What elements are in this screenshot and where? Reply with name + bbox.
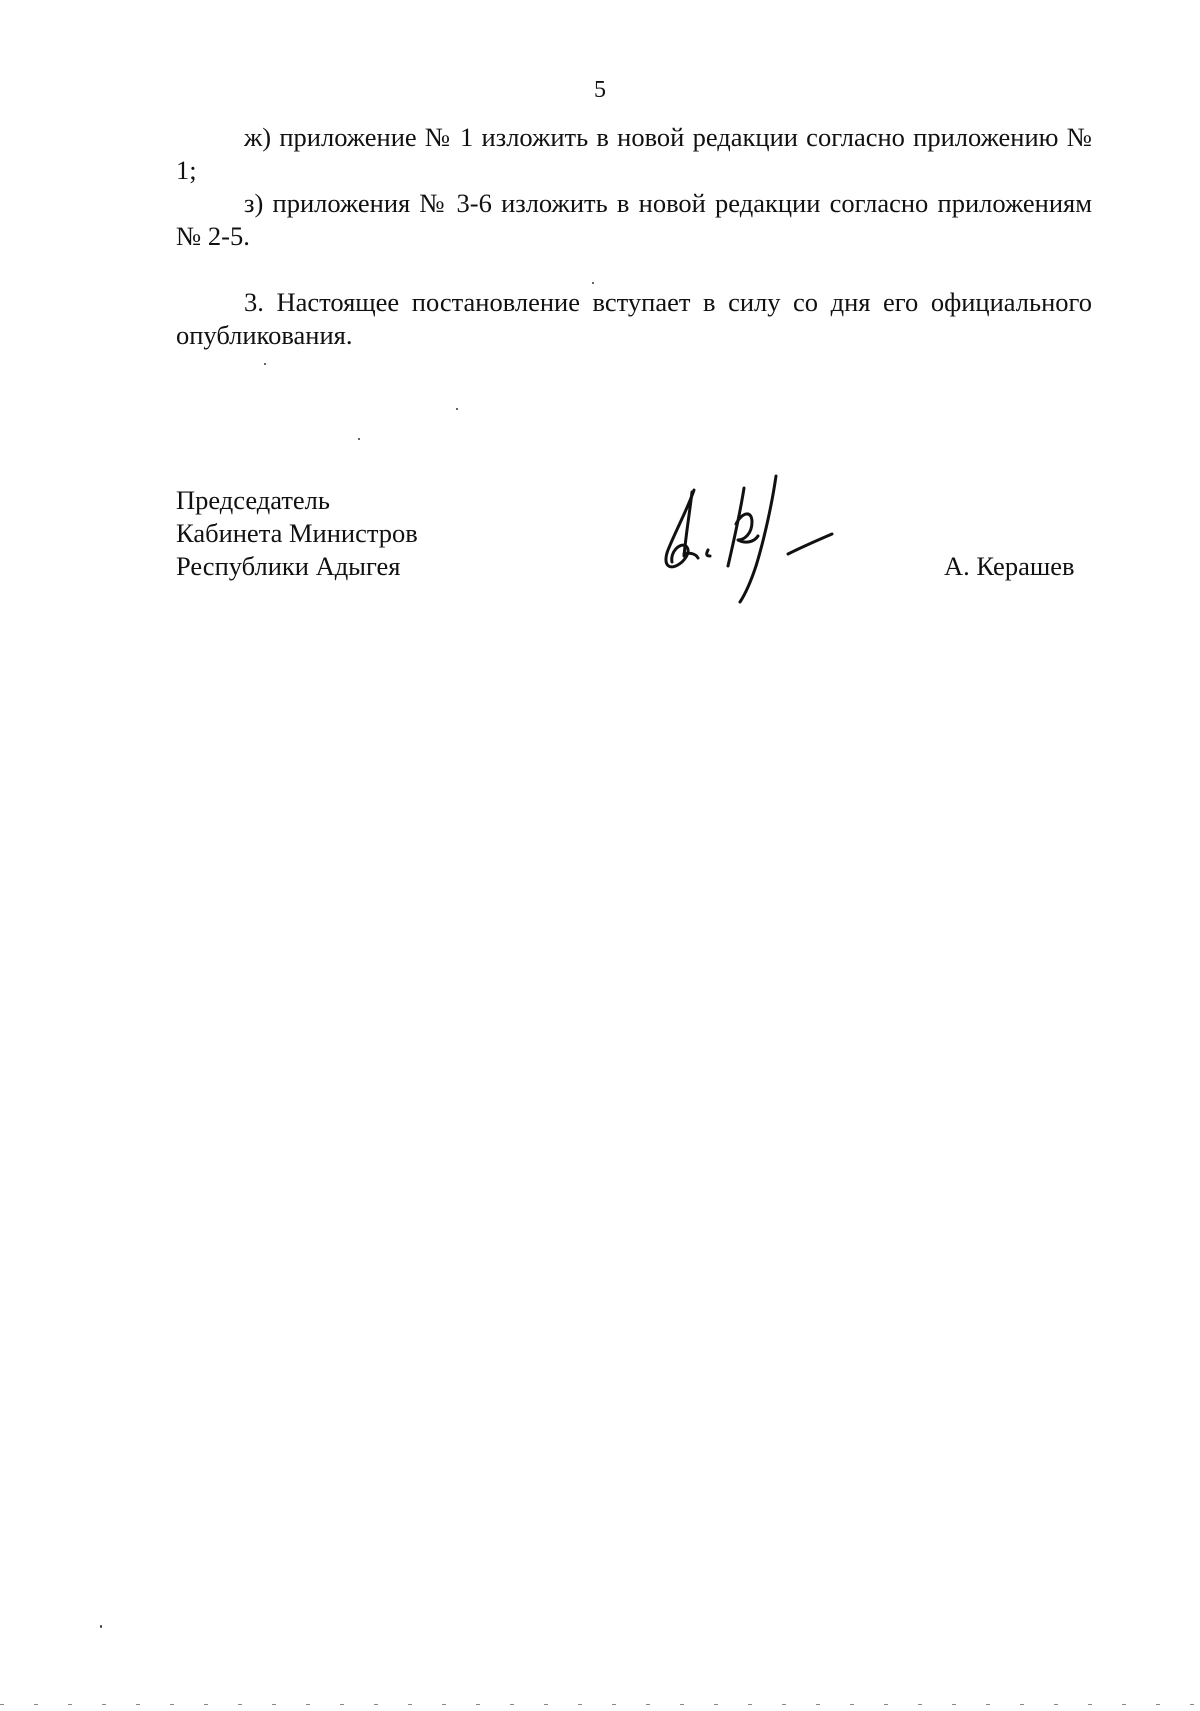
signer-title-line: Кабинета Министров: [176, 518, 418, 548]
signer-name: А. Керашев: [944, 551, 1075, 581]
signer-title: [176, 484, 418, 583]
scan-bottom-edge: [0, 1703, 1200, 1706]
scan-speck: [456, 408, 458, 410]
paragraph-item-zh: ж) приложение № 1 изложить в новой редакции согласно приложению № 1;: [176, 122, 1092, 185]
handwritten-signature: [648, 470, 848, 610]
paragraph-item-z: з) приложения № 3-6 изложить в новой редакции согласно приложениям № 2-5.: [176, 188, 1092, 251]
scan-speck: [592, 282, 594, 284]
scan-speck: [264, 363, 266, 365]
scan-speck: [358, 438, 360, 440]
signer-title-line: Республики Адыгея: [176, 551, 401, 581]
page-number: 5: [594, 77, 606, 103]
signer-title-line: Председатель: [176, 485, 330, 515]
paragraph-3-effective-date: 3. Настоящее постановление вступает в силу со дня его официального опубликования.: [176, 287, 1092, 350]
scan-speck: [100, 1625, 102, 1628]
